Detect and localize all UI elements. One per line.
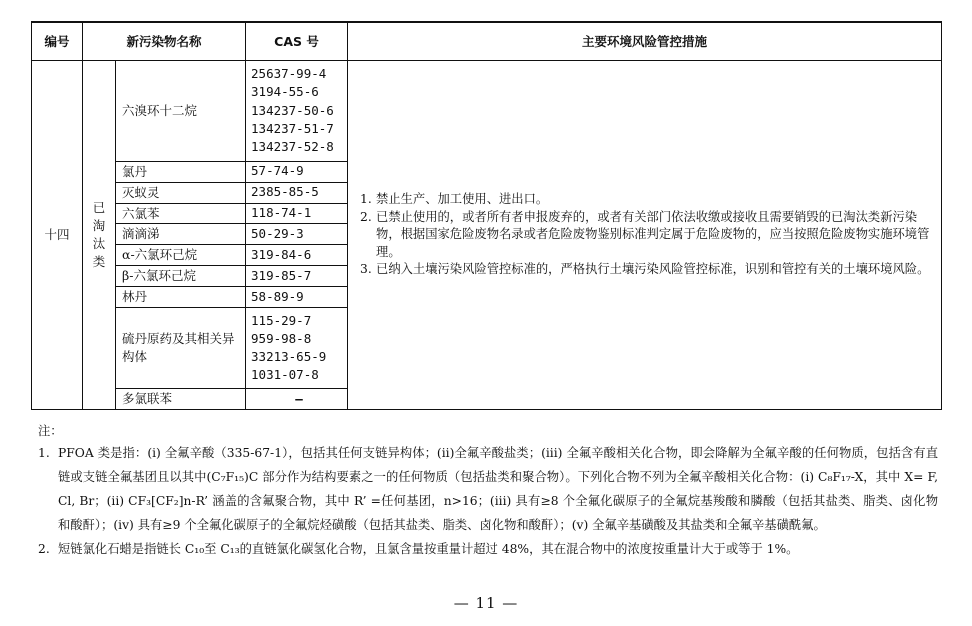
cas-number: 319-84-6: [251, 247, 312, 263]
measures-cell: [348, 61, 942, 410]
cas-number: 319-85-7: [251, 268, 312, 284]
cas-cell: [246, 61, 348, 162]
header-cas: CAS 号: [246, 22, 348, 61]
header-pollutant-name: 新污染物名称: [83, 22, 246, 61]
cas-number: 50-29-3: [251, 226, 304, 242]
cas-number: 134237-51-7: [251, 120, 334, 136]
cas-cell: [246, 266, 348, 287]
note-number: 1.: [38, 446, 50, 460]
measure-item: [360, 261, 933, 279]
cas-number: 118-74-1: [251, 205, 312, 221]
measure-item: [360, 209, 933, 262]
cas-cell: [246, 245, 348, 266]
table-header-row: [32, 22, 942, 61]
notes-label: 注：: [38, 424, 63, 438]
pollutant-name: 六氯苯: [116, 203, 246, 224]
note-number: 2.: [38, 542, 50, 556]
cas-cell: [246, 224, 348, 245]
header-measures: 主要环境风险管控措施: [348, 22, 942, 61]
measure-text: 已禁止使用的，或者所有者申报废弃的，或者有关部门依法收缴或接收且需要销毁的已淘汰类新污染物，根据国家危险废物名录或者危险废物鉴别标准判定属于危险废物的，应当按照危险废物实施环境管理。: [376, 209, 930, 259]
cas-number: 33213-65-9: [251, 349, 327, 365]
pollutant-name: β-六氯环己烷: [116, 266, 246, 287]
cas-number: 2385-85-5: [251, 184, 319, 200]
pollutant-name: 硫丹原药及其相关异构体: [116, 308, 246, 389]
pollutant-name: 多氯联苯: [116, 388, 246, 409]
cas-number: 134237-52-8: [251, 139, 334, 155]
header-number: 编号: [32, 22, 83, 61]
pollutant-name: 氯丹: [116, 161, 246, 182]
measures-list: [360, 191, 933, 279]
cas-number: 3194-55-6: [251, 84, 319, 100]
measure-item: [360, 191, 933, 209]
cas-cell: [246, 182, 348, 203]
note-item: [38, 537, 938, 561]
pollutant-name: 滴滴涕: [116, 224, 246, 245]
measure-number: 3.: [360, 262, 372, 277]
cas-number: 959-98-8: [251, 330, 312, 346]
cas-number: 58-89-9: [251, 289, 304, 305]
cas-cell: [246, 388, 348, 409]
cas-cell: [246, 308, 348, 389]
table-row: [32, 61, 942, 162]
cas-number: 134237-50-6: [251, 102, 334, 118]
pollutant-name: 六溴环十二烷: [116, 61, 246, 162]
measure-number: 2.: [360, 209, 372, 224]
cas-number: —: [295, 390, 303, 406]
cas-number: 115-29-7: [251, 312, 312, 328]
measure-text: 已纳入土壤污染风险管控标准的，严格执行土壤污染风险管控标准，识别和管控有关的土壤环境风险。: [376, 262, 930, 277]
row-number: 十四: [32, 61, 83, 410]
measure-text: 禁止生产、加工使用、进出口。: [376, 192, 549, 207]
cas-number: 1031-07-8: [251, 367, 319, 383]
cas-cell: [246, 161, 348, 182]
cas-number: 25637-99-4: [251, 66, 327, 82]
cas-number: 57-74-9: [251, 163, 304, 179]
pollutant-table: [31, 21, 942, 410]
category-cell: [83, 61, 116, 410]
note-text: PFOA 类是指：(i) 全氟辛酸（335-67-1），包括其任何支链异构体；(ii)全氟辛酸盐类；(iii) 全氟辛酸相关化合物，即会降解为全氟辛酸的任何物质，包括含有直链或支链全氟基团且以其中(C₇F₁₅)C 部分作为结构要素之一的任何物质（包括盐类和聚合物）。下列化合物不列为全氟辛酸相关化合物：(i) C₈F₁₇-X，其中 X= F, Cl, Br；(ii) CF₃[CF₂]n-R’ 涵盖的含氟聚合物，其中 R’ =任何基团，n>16；(iii) 具有≥8 个全氟化碳原子的全氟烷基羧酸和膦酸（包括其盐类、脂类、卤化物和酸酐）；(iv) 具有≥9 个全氟化碳原子的全氟烷烃磺酸（包括其盐类、脂类、卤化物和酸酐）；(v) 全氟辛基磺酸及其盐类和全氟辛基磺酰氟。: [58, 446, 938, 532]
pollutant-name: 林丹: [116, 287, 246, 308]
note-text: 短链氯化石蜡是指链长 C₁₀至 C₁₃的直链氯化碳氢化合物，且氯含量按重量计超过 48%，其在混合物中的浓度按重量计大于或等于 1%。: [58, 542, 799, 556]
page-number: — 11 —: [453, 594, 519, 612]
notes-section: [38, 421, 938, 561]
note-item: [38, 441, 938, 537]
pollutant-name: α-六氯环己烷: [116, 245, 246, 266]
measure-number: 1.: [360, 192, 372, 207]
category-label: 已淘汰类: [92, 200, 106, 270]
pollutant-name: 灭蚁灵: [116, 182, 246, 203]
cas-cell: [246, 203, 348, 224]
cas-cell: [246, 287, 348, 308]
